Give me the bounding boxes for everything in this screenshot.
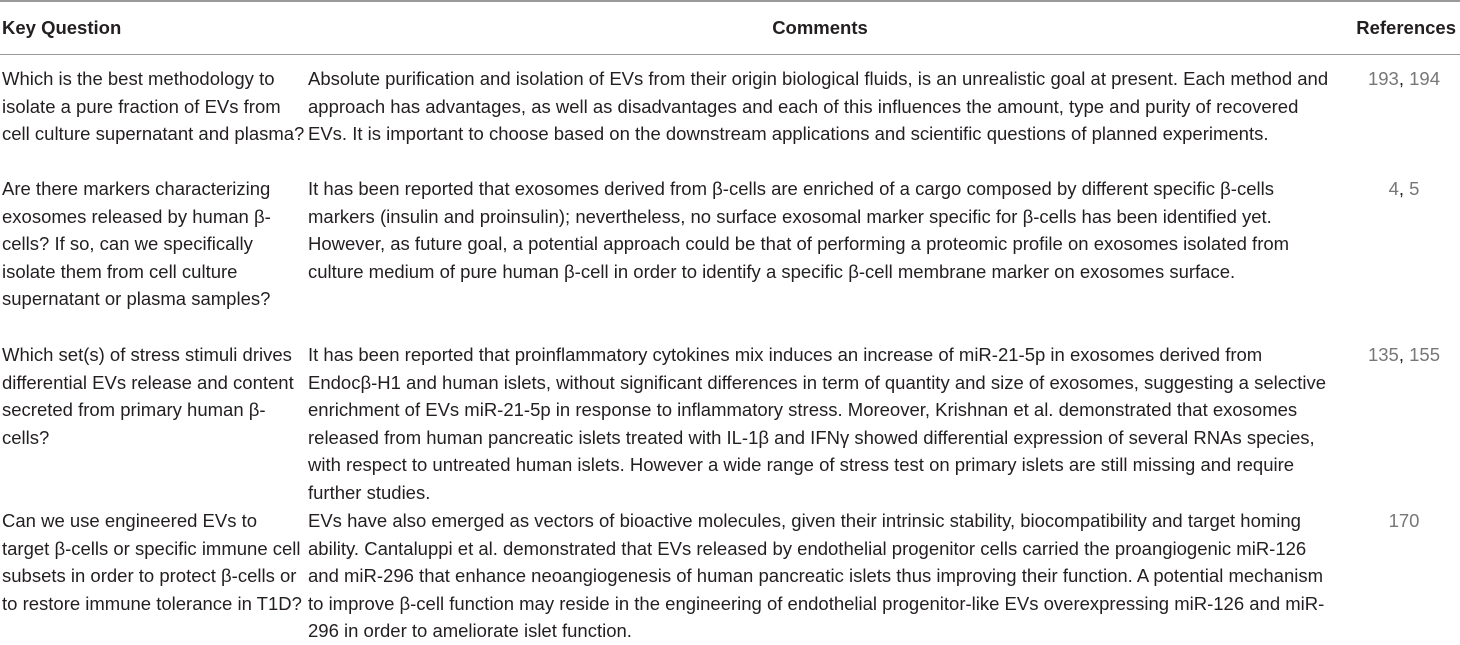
comment-paragraph: It has been reported that proinflammatory cytokines mix induces an increase of miR-21-5p in exosomes derived from Endocβ-H1 and human islets, without significant differences in term of quantity and size of exosomes, suggesting a selective enrichment of EVs miR-21-5p in response to inflammatory stress. Moreover, Krishnan et al. demonstrated that exosomes released from human pancreatic islets treated with IL-1β and IFNγ showed differential expression of several RNAs species, with respect to untreated human islets. However a wide range of stress test on primary islets are still missing and require further studies. [308,344,1327,503]
table-body [0,55,1460,645]
header-key-question: Key Question [0,1,306,55]
comments-cell [306,507,1334,645]
references-cell: 4, 5 [1388,178,1420,199]
comment-paragraph: EVs have also emerged as vectors of bioactive molecules, given their intrinsic stability, biocompatibility and target homing ability. Cantaluppi et al. demonstrated that EVs released by endothelial progenitor cells carried the proangiogenic miR-126 and miR-296 that enhance neoangiogenesis of human pancreatic islets thus improving their function. A potential mechanism to improve β-cell function may reside in the engineering of endothelial progenitor-like EVs overexpressing miR-126 and miR-296 in order to ameliorate islet function. [308,510,1325,641]
question-cell: Which is the best methodology to isolate a pure fraction of EVs from cell culture supernatant and plasma? [2,68,305,144]
reference-link[interactable]: 4 [1388,178,1399,199]
header-comments: Comments [306,1,1334,55]
comment-paragraph: It has been reported that exosomes derived from β-cells are enriched of a cargo composed by different specific β-cells markers (insulin and proinsulin); nevertheless, no surface exosomal marker specific for β-cells has been identified yet. [308,178,1274,227]
comment-paragraph: However, as future goal, a potential approach could be that of performing a proteomic profile on exosomes isolated from culture medium of pure human β-cell in order to identify a specific β-cell membrane marker on exosomes surface. [308,233,1290,282]
references-cell: 135, 155 [1367,344,1441,365]
reference-link[interactable]: 193 [1367,68,1399,89]
table-row [0,507,1460,645]
reference-link[interactable]: 135 [1367,344,1399,365]
header-row [0,1,1460,55]
table-header [0,1,1460,55]
reference-link[interactable]: 170 [1388,510,1420,531]
comments-cell [306,341,1334,507]
reference-link[interactable]: 194 [1409,68,1441,89]
header-references: References [1334,1,1460,55]
reference-link[interactable]: 5 [1409,178,1420,199]
table-row [0,55,1460,176]
question-cell: Can we use engineered EVs to target β-cells or specific immune cell subsets in order to protect β-cells or to restore immune tolerance in T1D? [2,510,302,614]
comment-paragraph: Absolute purification and isolation of EVs from their origin biological fluids, is an unrealistic goal at present. Each method and approach has advantages, as well as disadvantages and each of this influences the amount, type and purity of recovered EVs. It is important to choose based on the downstream applications and scientific questions of planned experiments. [308,68,1329,144]
comments-cell [306,55,1334,176]
references-cell: 193, 194 [1367,68,1441,89]
table-row [0,175,1460,341]
question-cell: Are there markers characterizing exosomes released by human β-cells? If so, can we specifically isolate them from cell culture supernatant or plasma samples? [2,178,271,309]
table-row [0,341,1460,507]
comments-cell [306,175,1334,341]
references-cell [1334,507,1460,645]
question-cell: Which set(s) of stress stimuli drives differential EVs release and content secreted from primary human β-cells? [2,344,294,448]
reference-link[interactable]: 155 [1409,344,1441,365]
